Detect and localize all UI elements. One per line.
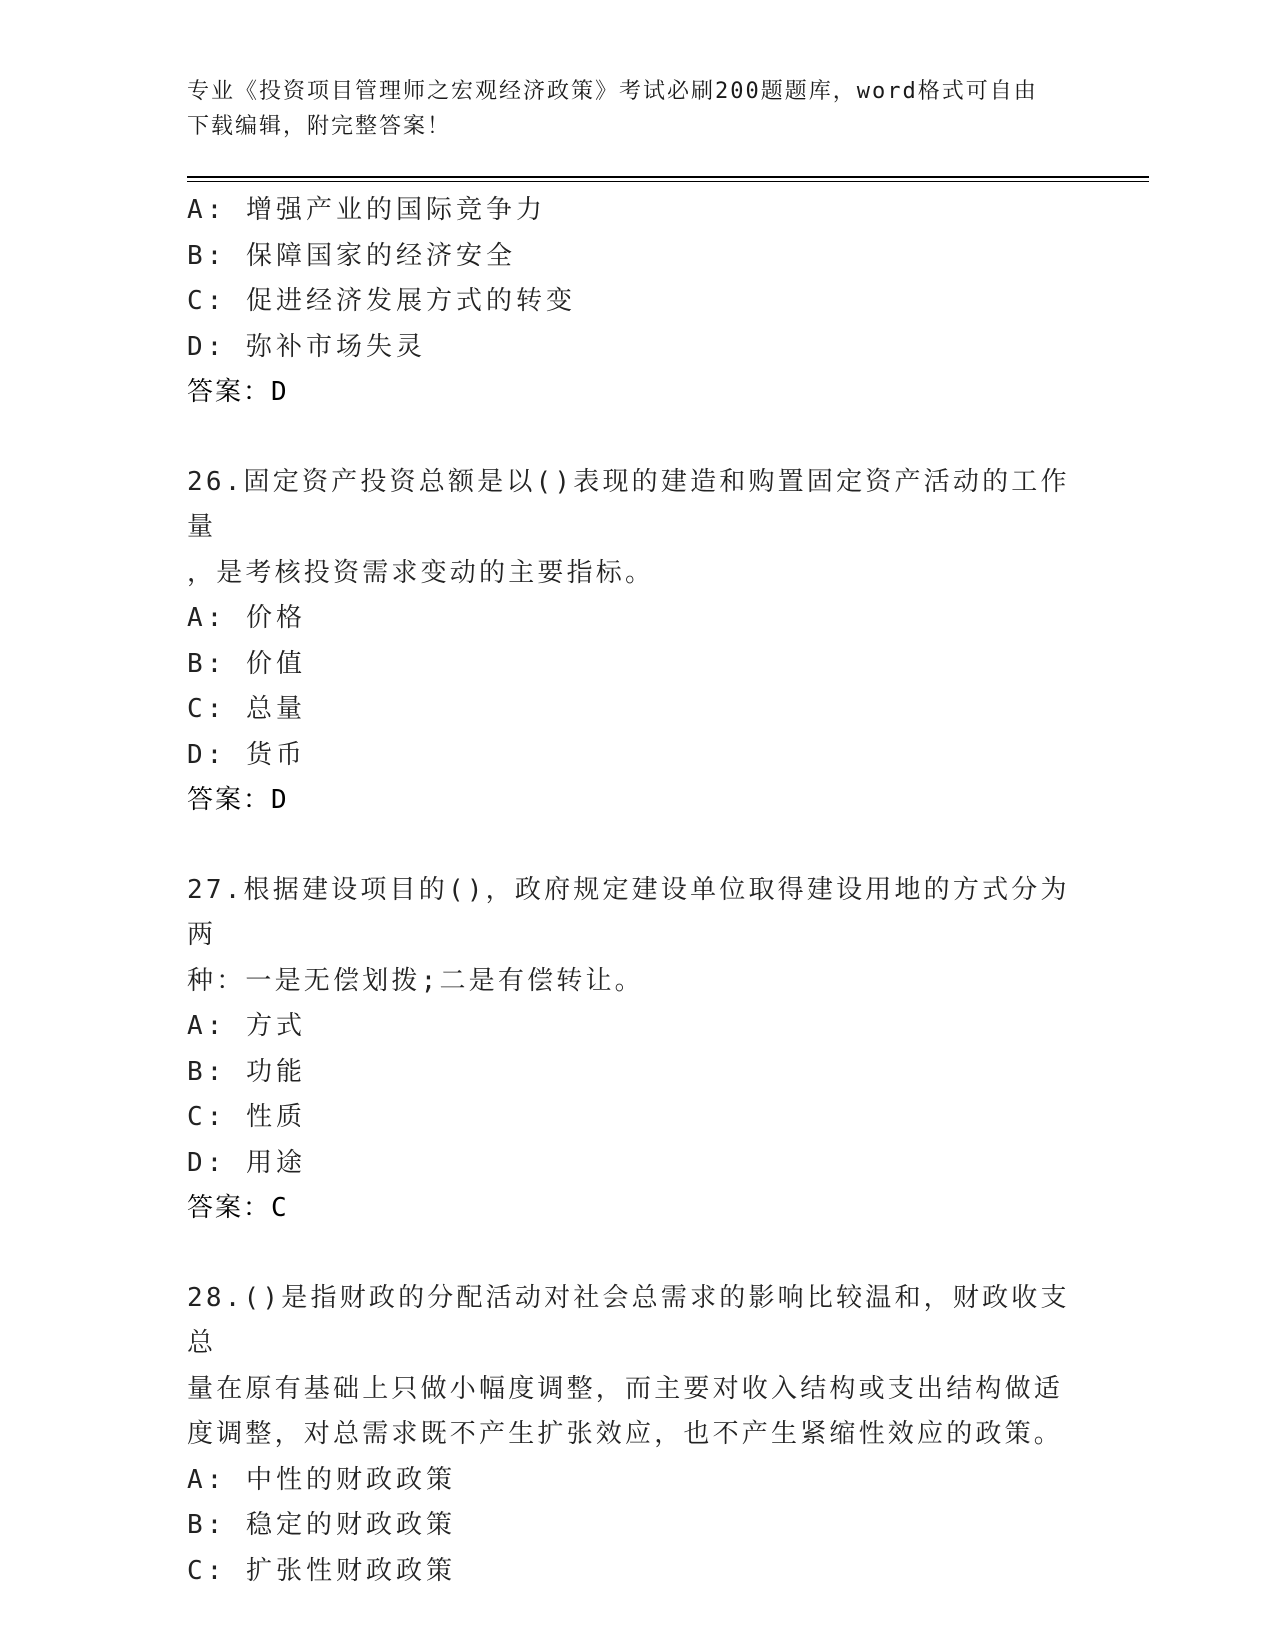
question-text-line-2: 量在原有基础上只做小幅度调整，而主要对收入结构或支出结构做适 [187, 1373, 1064, 1404]
question-text-line-2: ，是考核投资需求变动的主要指标。 [187, 557, 655, 588]
header-divider-thin [187, 181, 1149, 182]
question-list [187, 188, 1077, 1594]
answer-line: 答案：C [187, 1193, 289, 1223]
answer-line: 答案：D [187, 785, 289, 815]
question-text-line-1: 27.根据建设项目的()，政府规定建设单位取得建设用地的方式分为两 [187, 874, 1070, 950]
spacer [187, 416, 1077, 460]
spacer [187, 1232, 1077, 1276]
question-28 [187, 1276, 1077, 1595]
question-text-line-1: 28.()是指财政的分配活动对社会总需求的影响比较温和，财政收支总 [187, 1282, 1070, 1358]
option-a: A: 中性的财政政策 [187, 1464, 456, 1495]
option-d: D: 弥补市场失灵 [187, 331, 426, 362]
question-text-line-1: 26.固定资产投资总额是以()表现的建造和购置固定资产活动的工作量 [187, 466, 1070, 542]
option-d: D: 货币 [187, 739, 306, 770]
option-a: A: 增强产业的国际竞争力 [187, 195, 546, 225]
question-27 [187, 868, 1077, 1232]
header-divider-thick [187, 176, 1149, 178]
option-a: A: 价格 [187, 603, 306, 633]
document-header [187, 74, 1067, 144]
option-b: B: 功能 [187, 1056, 306, 1087]
option-c: C: 促进经济发展方式的转变 [187, 286, 576, 316]
question-text-line-3: 度调整，对总需求既不产生扩张效应，也不产生紧缩性效应的政策。 [187, 1419, 1064, 1449]
spacer [187, 824, 1077, 868]
question-26 [187, 460, 1077, 824]
option-b: B: 价值 [187, 648, 306, 679]
option-a: A: 方式 [187, 1011, 306, 1041]
option-b: B: 保障国家的经济安全 [187, 240, 516, 271]
option-d: D: 用途 [187, 1147, 306, 1178]
option-c: C: 总量 [187, 694, 306, 724]
question-text-line-2: 种：一是无偿划拨;二是有偿转让。 [187, 965, 644, 996]
question-25 [187, 188, 1077, 416]
answer-line: 答案：D [187, 377, 289, 407]
header-line-1: 专业《投资项目管理师之宏观经济政策》考试必刷200题题库，word格式可自由 [187, 79, 1038, 104]
option-c: C: 性质 [187, 1102, 306, 1132]
option-b: B: 稳定的财政政策 [187, 1510, 456, 1540]
header-line-2: 下载编辑，附完整答案！ [187, 114, 452, 139]
option-c: C: 扩张性财政政策 [187, 1555, 456, 1586]
